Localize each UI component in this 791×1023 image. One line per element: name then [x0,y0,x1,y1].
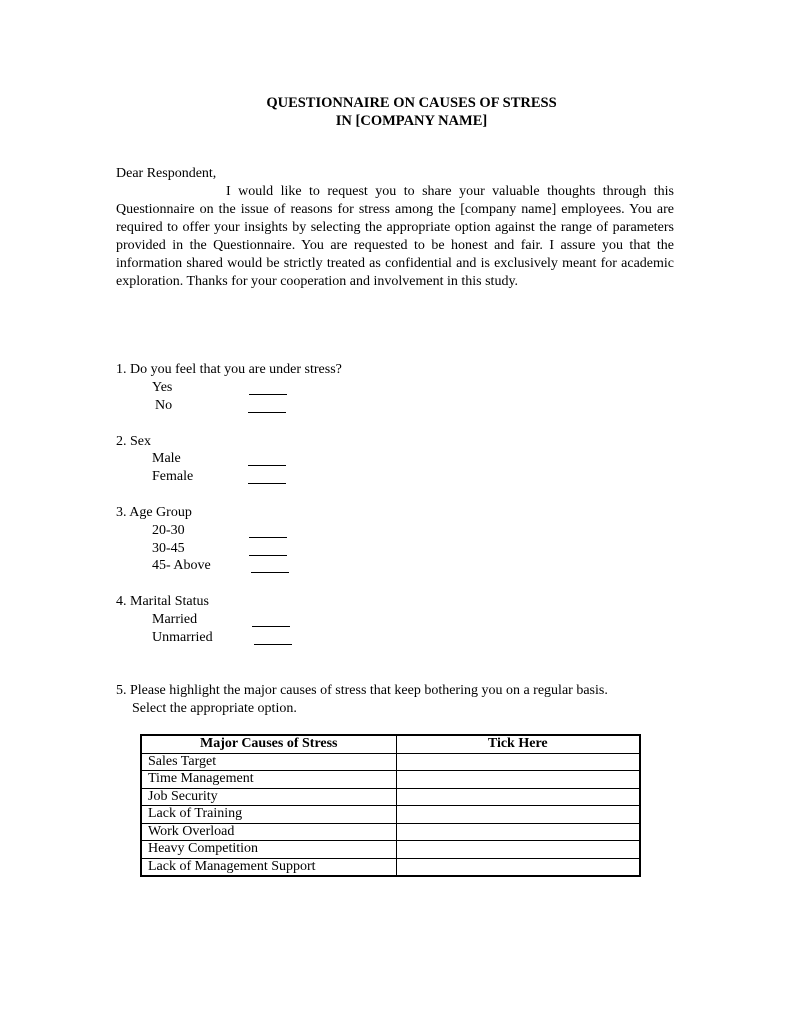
answer-blank-married[interactable] [252,626,290,627]
table-header-row [141,735,640,753]
cause-cell: Heavy Competition [141,841,396,859]
tick-cell[interactable] [396,788,640,806]
answer-blank-unmarried[interactable] [254,644,292,645]
answer-blank-male[interactable] [248,465,286,466]
table-row [141,823,640,841]
column-header-tick: Tick Here [396,735,640,753]
option-no: No [155,398,173,413]
option-age-30-45: 30-45 [152,541,185,556]
question-1-label: 1. Do you feel that you are under stress? [116,362,342,377]
table-row [141,753,640,771]
cause-cell: Sales Target [141,753,396,771]
table-row [141,858,640,876]
document-title-line-2: IN [COMPANY NAME] [335,113,488,129]
cause-cell: Work Overload [141,823,396,841]
question-2-label: 2. Sex [116,434,151,449]
option-unmarried: Unmarried [152,630,213,645]
option-yes: Yes [152,380,173,395]
table-row [141,841,640,859]
option-female: Female [152,469,194,484]
table-row [141,788,640,806]
tick-cell[interactable] [396,753,640,771]
cause-cell: Job Security [141,788,396,806]
question-5-label: 5. Please highlight the major causes of stress that keep bothering you on a regular basis. [116,683,608,698]
tick-cell[interactable] [396,806,640,824]
option-married: Married [152,612,198,627]
option-male: Male [152,451,181,466]
salutation: Dear Respondent, [116,166,217,181]
option-age-20-30: 20-30 [152,523,185,538]
answer-blank-female[interactable] [248,483,286,484]
stress-causes-table [140,734,641,877]
question-4-label: 4. Marital Status [116,594,209,609]
answer-blank-age-30-45[interactable] [249,555,287,556]
answer-blank-age-45-above[interactable] [251,572,289,573]
cause-cell: Lack of Management Support [141,858,396,876]
document-title-line-1: QUESTIONNAIRE ON CAUSES OF STRESS [266,95,557,111]
answer-blank-no[interactable] [248,412,286,413]
question-5-instruction: Select the appropriate option. [132,701,297,716]
answer-blank-yes[interactable] [249,394,287,395]
option-age-45-above: 45- Above [152,558,211,573]
question-3-label: 3. Age Group [116,505,192,520]
table-row [141,806,640,824]
tick-cell[interactable] [396,823,640,841]
column-header-causes: Major Causes of Stress [141,735,396,753]
intro-paragraph: I would like to request you to share your valuable thoughts through this Questionnaire on the issue of reasons for stress among the [company name] employees. You are required to offer your insights by selecting the appropriate option against the range of parameters provided in the Questionnaire. You are requested to be honest and fair. I assure you that the information shared would be strictly treated as confidential and is exclusively meant for academic exploration. Thanks for your cooperation and involvement in this study. [116,184,674,289]
table-row [141,771,640,789]
tick-cell[interactable] [396,841,640,859]
tick-cell[interactable] [396,858,640,876]
answer-blank-age-20-30[interactable] [249,537,287,538]
cause-cell: Lack of Training [141,806,396,824]
cause-cell: Time Management [141,771,396,789]
tick-cell[interactable] [396,771,640,789]
